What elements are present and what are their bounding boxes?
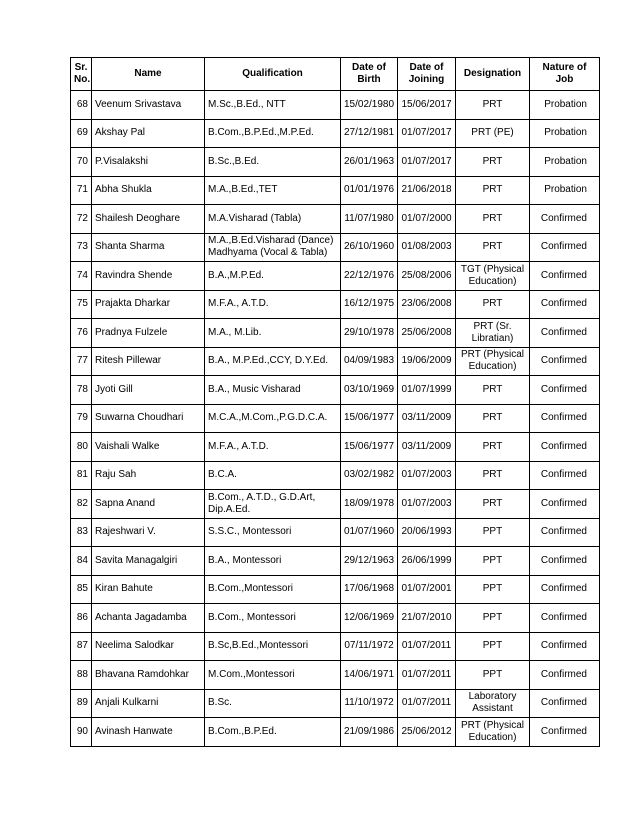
cell-date-of-joining: 01/07/2017 xyxy=(398,148,456,177)
cell-designation: PPT xyxy=(456,547,530,576)
cell-nature-of-job: Confirmed xyxy=(530,319,600,348)
cell-date-of-joining: 26/06/1999 xyxy=(398,547,456,576)
table-row xyxy=(71,461,600,490)
cell-date-of-birth: 01/01/1976 xyxy=(341,176,398,205)
cell-date-of-joining: 01/07/2017 xyxy=(398,119,456,148)
cell-name: Ravindra Shende xyxy=(92,262,205,291)
cell-sr-no: 90 xyxy=(71,718,92,747)
cell-qualification: M.A.,B.Ed.,TET xyxy=(205,176,341,205)
cell-sr-no: 82 xyxy=(71,490,92,519)
table-row xyxy=(71,632,600,661)
cell-date-of-birth: 16/12/1975 xyxy=(341,290,398,319)
cell-sr-no: 86 xyxy=(71,604,92,633)
cell-nature-of-job: Confirmed xyxy=(530,376,600,405)
cell-date-of-joining: 25/06/2012 xyxy=(398,718,456,747)
cell-sr-no: 79 xyxy=(71,404,92,433)
cell-date-of-birth: 04/09/1983 xyxy=(341,347,398,376)
cell-designation: Laboratory Assistant xyxy=(456,689,530,718)
cell-name: Akshay Pal xyxy=(92,119,205,148)
cell-nature-of-job: Probation xyxy=(530,91,600,120)
cell-qualification: B.Sc. xyxy=(205,689,341,718)
cell-nature-of-job: Confirmed xyxy=(530,290,600,319)
table-row xyxy=(71,547,600,576)
cell-date-of-joining: 20/06/1993 xyxy=(398,518,456,547)
cell-nature-of-job: Probation xyxy=(530,148,600,177)
header-designation: Designation xyxy=(456,58,530,91)
cell-nature-of-job: Confirmed xyxy=(530,632,600,661)
cell-name: Shanta Sharma xyxy=(92,233,205,262)
cell-qualification: B.Com., A.T.D., G.D.Art, Dip.A.Ed. xyxy=(205,490,341,519)
cell-designation: PRT (Physical Education) xyxy=(456,718,530,747)
cell-date-of-birth: 29/10/1978 xyxy=(341,319,398,348)
cell-date-of-birth: 15/02/1980 xyxy=(341,91,398,120)
table-row xyxy=(71,575,600,604)
cell-sr-no: 88 xyxy=(71,661,92,690)
cell-date-of-birth: 03/02/1982 xyxy=(341,461,398,490)
cell-qualification: B.A., Music Visharad xyxy=(205,376,341,405)
cell-nature-of-job: Probation xyxy=(530,176,600,205)
cell-date-of-joining: 25/06/2008 xyxy=(398,319,456,348)
cell-date-of-birth: 29/12/1963 xyxy=(341,547,398,576)
cell-designation: PRT xyxy=(456,176,530,205)
cell-date-of-joining: 21/07/2010 xyxy=(398,604,456,633)
cell-nature-of-job: Confirmed xyxy=(530,718,600,747)
cell-qualification: B.Com.,B.P.Ed. xyxy=(205,718,341,747)
cell-designation: PRT (Physical Education) xyxy=(456,347,530,376)
cell-name: Anjali Kulkarni xyxy=(92,689,205,718)
cell-name: Rajeshwari V. xyxy=(92,518,205,547)
header-date-of-birth: Date of Birth xyxy=(341,58,398,91)
table-row xyxy=(71,404,600,433)
cell-nature-of-job: Confirmed xyxy=(530,661,600,690)
cell-date-of-joining: 01/07/2011 xyxy=(398,689,456,718)
table-row xyxy=(71,490,600,519)
cell-date-of-birth: 11/10/1972 xyxy=(341,689,398,718)
cell-sr-no: 72 xyxy=(71,205,92,234)
cell-sr-no: 84 xyxy=(71,547,92,576)
cell-nature-of-job: Confirmed xyxy=(530,490,600,519)
cell-name: Prajakta Dharkar xyxy=(92,290,205,319)
table-row xyxy=(71,205,600,234)
table-row xyxy=(71,91,600,120)
table-row xyxy=(71,661,600,690)
cell-qualification: B.C.A. xyxy=(205,461,341,490)
table-row xyxy=(71,347,600,376)
cell-designation: PPT xyxy=(456,518,530,547)
table-row xyxy=(71,319,600,348)
table-header-row xyxy=(71,58,600,91)
cell-designation: PRT xyxy=(456,91,530,120)
cell-nature-of-job: Confirmed xyxy=(530,547,600,576)
cell-qualification: B.A.,M.P.Ed. xyxy=(205,262,341,291)
cell-date-of-joining: 23/06/2008 xyxy=(398,290,456,319)
cell-qualification: S.S.C., Montessori xyxy=(205,518,341,547)
cell-sr-no: 76 xyxy=(71,319,92,348)
cell-designation: PRT xyxy=(456,233,530,262)
table-row xyxy=(71,718,600,747)
cell-date-of-joining: 01/08/2003 xyxy=(398,233,456,262)
cell-qualification: B.Com.,Montessori xyxy=(205,575,341,604)
cell-date-of-joining: 19/06/2009 xyxy=(398,347,456,376)
cell-date-of-joining: 01/07/2003 xyxy=(398,490,456,519)
cell-nature-of-job: Confirmed xyxy=(530,347,600,376)
cell-sr-no: 68 xyxy=(71,91,92,120)
header-nature-of-job: Nature of Job xyxy=(530,58,600,91)
cell-name: Jyoti Gill xyxy=(92,376,205,405)
cell-qualification: B.Sc.,B.Ed. xyxy=(205,148,341,177)
cell-nature-of-job: Confirmed xyxy=(530,205,600,234)
cell-designation: PPT xyxy=(456,632,530,661)
cell-sr-no: 78 xyxy=(71,376,92,405)
cell-date-of-birth: 11/07/1980 xyxy=(341,205,398,234)
cell-designation: PRT (Sr. Libratian) xyxy=(456,319,530,348)
table-row xyxy=(71,119,600,148)
staff-table xyxy=(70,57,600,747)
cell-nature-of-job: Confirmed xyxy=(530,518,600,547)
cell-date-of-joining: 03/11/2009 xyxy=(398,404,456,433)
cell-date-of-joining: 21/06/2018 xyxy=(398,176,456,205)
cell-designation: PRT xyxy=(456,290,530,319)
table-row xyxy=(71,176,600,205)
cell-qualification: M.Sc.,B.Ed., NTT xyxy=(205,91,341,120)
table-row xyxy=(71,148,600,177)
cell-qualification: M.C.A.,M.Com.,P.G.D.C.A. xyxy=(205,404,341,433)
cell-name: Kiran Bahute xyxy=(92,575,205,604)
cell-date-of-joining: 15/06/2017 xyxy=(398,91,456,120)
cell-date-of-birth: 12/06/1969 xyxy=(341,604,398,633)
cell-nature-of-job: Confirmed xyxy=(530,461,600,490)
cell-sr-no: 85 xyxy=(71,575,92,604)
cell-sr-no: 74 xyxy=(71,262,92,291)
cell-date-of-birth: 27/12/1981 xyxy=(341,119,398,148)
cell-sr-no: 70 xyxy=(71,148,92,177)
cell-date-of-joining: 01/07/2000 xyxy=(398,205,456,234)
cell-date-of-birth: 17/06/1968 xyxy=(341,575,398,604)
cell-date-of-birth: 15/06/1977 xyxy=(341,404,398,433)
table-row xyxy=(71,689,600,718)
cell-qualification: B.Sc,B.Ed.,Montessori xyxy=(205,632,341,661)
cell-date-of-joining: 25/08/2006 xyxy=(398,262,456,291)
cell-sr-no: 73 xyxy=(71,233,92,262)
cell-designation: PRT xyxy=(456,148,530,177)
cell-name: Achanta Jagadamba xyxy=(92,604,205,633)
cell-sr-no: 89 xyxy=(71,689,92,718)
cell-name: Suwarna Choudhari xyxy=(92,404,205,433)
cell-designation: PRT xyxy=(456,376,530,405)
cell-date-of-birth: 15/06/1977 xyxy=(341,433,398,462)
cell-date-of-birth: 26/10/1960 xyxy=(341,233,398,262)
cell-sr-no: 87 xyxy=(71,632,92,661)
header-qualification: Qualification xyxy=(205,58,341,91)
cell-nature-of-job: Confirmed xyxy=(530,433,600,462)
table-row xyxy=(71,233,600,262)
cell-name: Shailesh Deoghare xyxy=(92,205,205,234)
cell-date-of-birth: 07/11/1972 xyxy=(341,632,398,661)
cell-name: Bhavana Ramdohkar xyxy=(92,661,205,690)
cell-sr-no: 75 xyxy=(71,290,92,319)
cell-name: Abha Shukla xyxy=(92,176,205,205)
header-date-of-joining: Date of Joining xyxy=(398,58,456,91)
cell-qualification: M.A., M.Lib. xyxy=(205,319,341,348)
cell-designation: PPT xyxy=(456,604,530,633)
cell-name: Neelima Salodkar xyxy=(92,632,205,661)
cell-designation: PRT xyxy=(456,461,530,490)
table-row xyxy=(71,604,600,633)
header-name: Name xyxy=(92,58,205,91)
cell-qualification: M.F.A., A.T.D. xyxy=(205,433,341,462)
cell-nature-of-job: Confirmed xyxy=(530,233,600,262)
cell-qualification: B.A., M.P.Ed.,CCY, D.Y.Ed. xyxy=(205,347,341,376)
cell-sr-no: 69 xyxy=(71,119,92,148)
cell-date-of-joining: 01/07/2011 xyxy=(398,632,456,661)
header-sr-no: Sr. No. xyxy=(71,58,92,91)
cell-date-of-joining: 01/07/2001 xyxy=(398,575,456,604)
cell-nature-of-job: Confirmed xyxy=(530,689,600,718)
cell-date-of-birth: 26/01/1963 xyxy=(341,148,398,177)
cell-name: P.Visalakshi xyxy=(92,148,205,177)
cell-designation: PRT (PE) xyxy=(456,119,530,148)
cell-nature-of-job: Confirmed xyxy=(530,404,600,433)
cell-designation: PRT xyxy=(456,205,530,234)
cell-date-of-joining: 01/07/1999 xyxy=(398,376,456,405)
cell-date-of-birth: 21/09/1986 xyxy=(341,718,398,747)
table-row xyxy=(71,433,600,462)
cell-qualification: B.Com., Montessori xyxy=(205,604,341,633)
cell-designation: PRT xyxy=(456,490,530,519)
table-row xyxy=(71,518,600,547)
table-body xyxy=(71,91,600,747)
cell-nature-of-job: Confirmed xyxy=(530,604,600,633)
cell-sr-no: 71 xyxy=(71,176,92,205)
cell-designation: TGT (Physical Education) xyxy=(456,262,530,291)
cell-sr-no: 83 xyxy=(71,518,92,547)
cell-date-of-birth: 01/07/1960 xyxy=(341,518,398,547)
cell-qualification: M.A.,B.Ed.Visharad (Dance) Madhyama (Vocal & Tabla) xyxy=(205,233,341,262)
cell-designation: PPT xyxy=(456,575,530,604)
table-row xyxy=(71,290,600,319)
cell-name: Ritesh Pillewar xyxy=(92,347,205,376)
cell-name: Pradnya Fulzele xyxy=(92,319,205,348)
cell-qualification: B.Com.,B.P.Ed.,M.P.Ed. xyxy=(205,119,341,148)
cell-date-of-joining: 01/07/2003 xyxy=(398,461,456,490)
cell-name: Veenum Srivastava xyxy=(92,91,205,120)
cell-name: Avinash Hanwate xyxy=(92,718,205,747)
cell-sr-no: 80 xyxy=(71,433,92,462)
cell-qualification: M.Com.,Montessori xyxy=(205,661,341,690)
cell-name: Savita Managalgiri xyxy=(92,547,205,576)
cell-sr-no: 77 xyxy=(71,347,92,376)
cell-nature-of-job: Confirmed xyxy=(530,575,600,604)
cell-date-of-birth: 14/06/1971 xyxy=(341,661,398,690)
cell-designation: PPT xyxy=(456,661,530,690)
cell-name: Raju Sah xyxy=(92,461,205,490)
cell-qualification: M.F.A., A.T.D. xyxy=(205,290,341,319)
cell-date-of-birth: 18/09/1978 xyxy=(341,490,398,519)
cell-date-of-joining: 03/11/2009 xyxy=(398,433,456,462)
cell-nature-of-job: Confirmed xyxy=(530,262,600,291)
cell-name: Vaishali Walke xyxy=(92,433,205,462)
table-row xyxy=(71,262,600,291)
cell-qualification: M.A.Visharad (Tabla) xyxy=(205,205,341,234)
table-row xyxy=(71,376,600,405)
cell-name: Sapna Anand xyxy=(92,490,205,519)
cell-date-of-birth: 03/10/1969 xyxy=(341,376,398,405)
cell-designation: PRT xyxy=(456,404,530,433)
cell-date-of-birth: 22/12/1976 xyxy=(341,262,398,291)
cell-date-of-joining: 01/07/2011 xyxy=(398,661,456,690)
cell-designation: PRT xyxy=(456,433,530,462)
cell-qualification: B.A., Montessori xyxy=(205,547,341,576)
cell-nature-of-job: Probation xyxy=(530,119,600,148)
cell-sr-no: 81 xyxy=(71,461,92,490)
